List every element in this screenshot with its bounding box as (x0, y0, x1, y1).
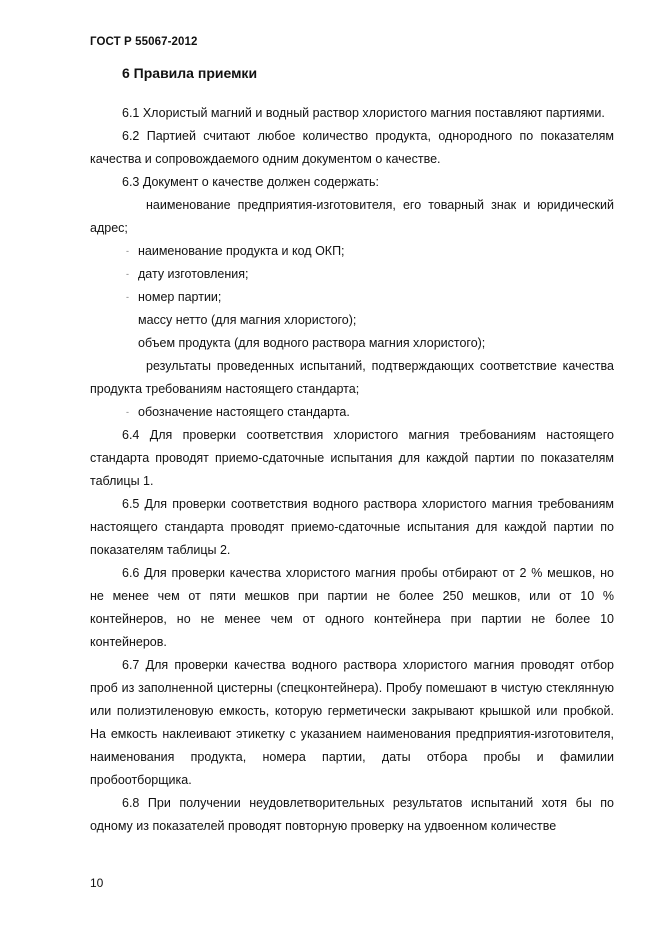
list-item (90, 286, 614, 309)
list-item-text: наименование продукта и код ОКП; (138, 244, 345, 258)
list-item (90, 401, 614, 424)
paragraph-6-4: 6.4 Для проверки соответствия хлористого магния требованиям настоящего стандарта проводят приемо-сдаточные испытания для каждой партии по показателям таблицы 1. (90, 428, 614, 488)
list-item (90, 240, 614, 263)
document-code: ГОСТ Р 55067-2012 (90, 36, 198, 48)
section-title: 6 Правила приемки (122, 65, 258, 81)
paragraph-6-8: 6.8 При получении неудовлетворительных результатов испытаний хотя бы по одному из показателей проводят повторную проверку на удвоенном количестве (90, 796, 614, 833)
paragraph-6-5: 6.5 Для проверки соответствия водного раствора хлористого магния требованиям настоящего стандарта проводят приемо-сдаточные испытания для каждой партии по показателям таблицы 2. (90, 497, 614, 557)
paragraph-6-7: 6.7 Для проверки качества водного раствора хлористого магния проводят отбор проб из заполненной цистерны (спецконтейнера). Пробу помешают в чистую стеклянную или полиэтиленовую емкость, которую герметически закрывают крышкой или пробкой. На емкость наклеивают этикетку с указанием наименования предприятия-изготовителя, наименования продукта, номера партии, даты отбора пробы и фамилии пробоотборщика. (90, 658, 614, 787)
paragraph-6-6: 6.6 Для проверки качества хлористого магния пробы отбирают от 2 % мешков, но не менее чем от пяти мешков при партии не более 250 мешков, или от 10 % контейнеров, но не менее чем от одного контейнера при партии не более 10 контейнеров. (90, 566, 614, 649)
list-item: объем продукта (для водного раствора магния хлористого); (138, 336, 486, 350)
list-item-text: обозначение настоящего стандарта. (138, 405, 350, 419)
page-number: 10 (90, 876, 104, 890)
dash-marker: - (126, 246, 129, 256)
paragraph-6-1: 6.1 Хлористый магний и водный раствор хлористого магния поставляют партиями. (122, 106, 605, 120)
list-item: результаты проведенных испытаний, подтверждающих соответствие качества продукта требованиям настоящего стандарта; (90, 359, 614, 396)
list-item-text: номер партии; (138, 290, 222, 304)
list-item (90, 263, 614, 286)
dash-marker: - (126, 407, 129, 417)
section-body (90, 102, 614, 838)
paragraph-6-2: 6.2 Партией считают любое количество продукта, однородного по показателям качества и сопровождаемого одним документом о качестве. (90, 129, 614, 166)
list-item-text: дату изготовления; (138, 267, 249, 281)
list-item: массу нетто (для магния хлористого); (138, 313, 357, 327)
dash-marker: - (126, 269, 129, 279)
dash-marker: - (126, 292, 129, 302)
paragraph-6-3: 6.3 Документ о качестве должен содержать: (122, 175, 379, 189)
list-item: наименование предприятия-изготовителя, его товарный знак и юридический адрес; (90, 198, 614, 235)
